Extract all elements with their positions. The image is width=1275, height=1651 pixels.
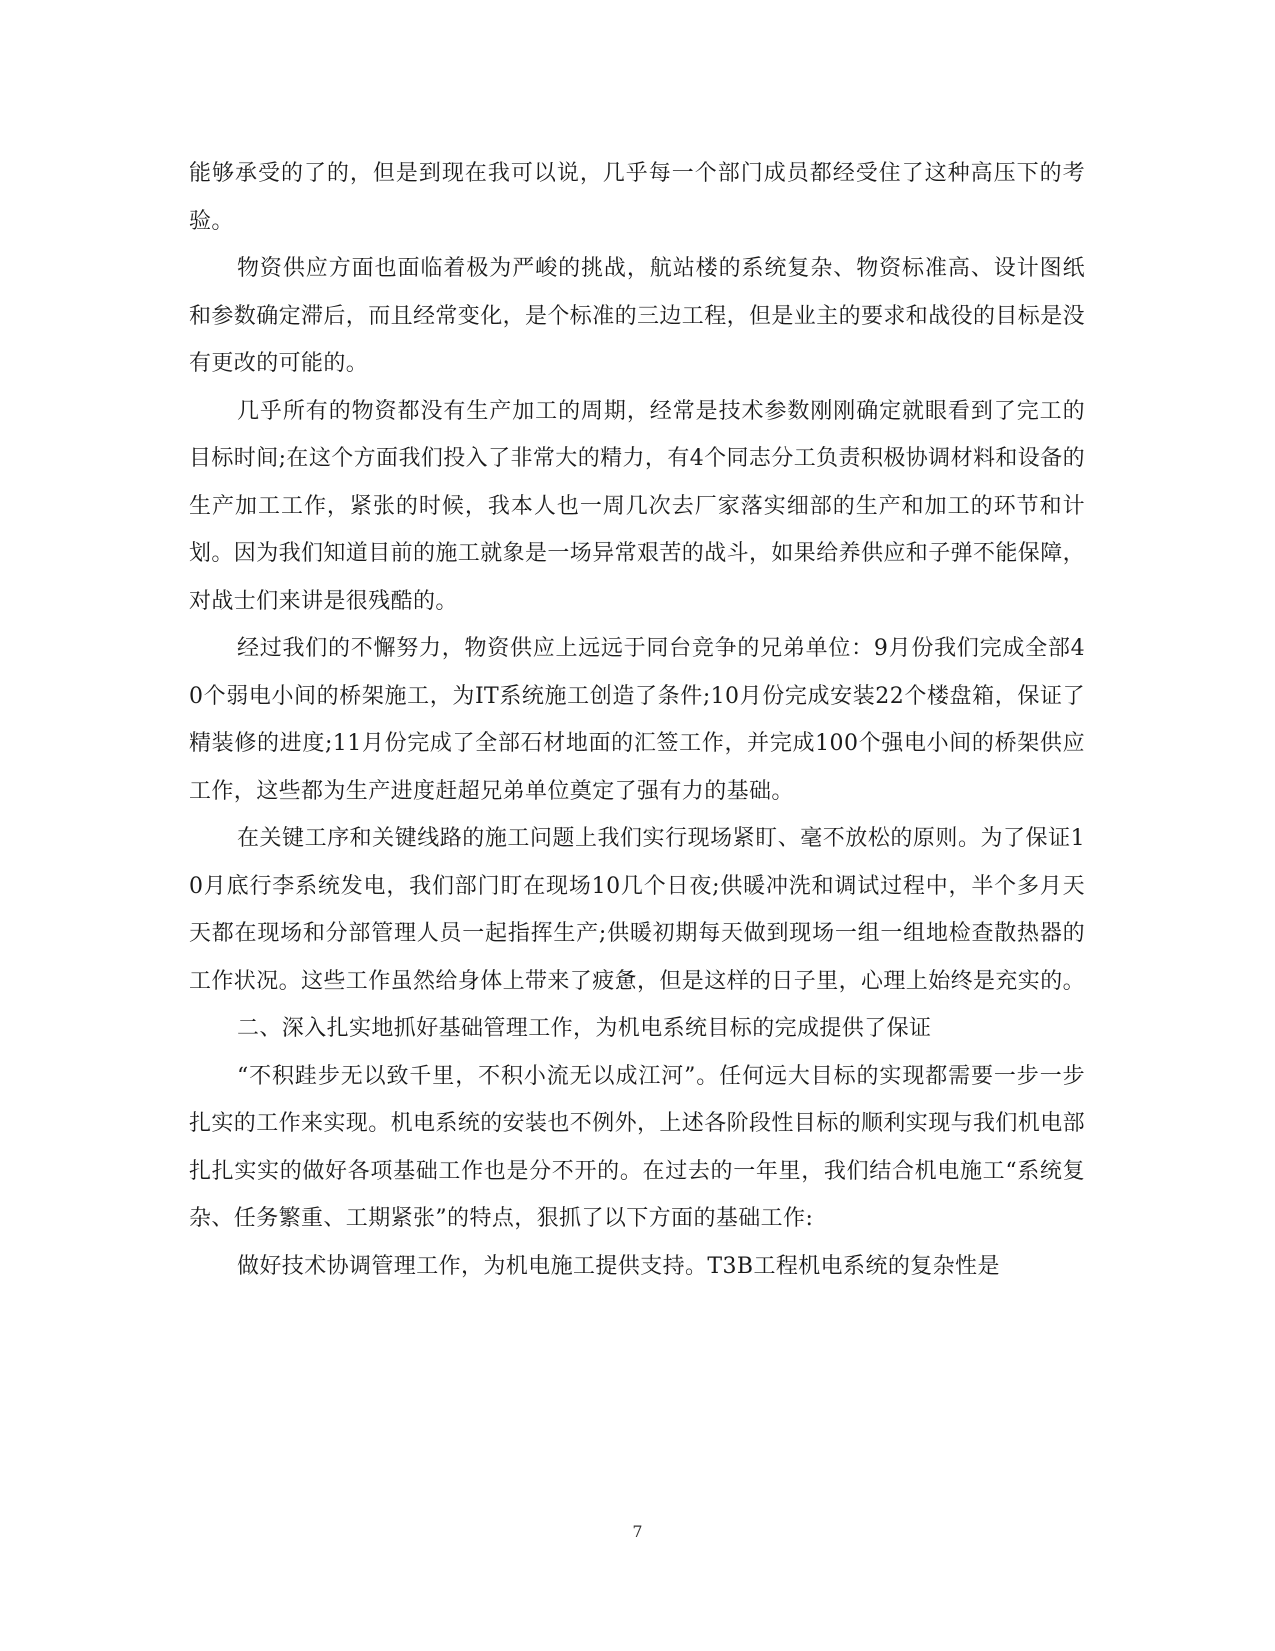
paragraph-2: 物资供应方面也面临着极为严峻的挑战，航站楼的系统复杂、物资标准高、设计图纸和参数确定滞后，而且经常变化，是个标准的三边工程，但是业主的要求和战役的目标是没有更改的可能的。 — [189, 256, 1086, 376]
paragraph-7: 做好技术协调管理工作，为机电施工提供支持。T3B工程机电系统的复杂性是 — [237, 1253, 1000, 1279]
body-text — [189, 150, 1085, 1290]
paragraph-3: 几乎所有的物资都没有生产加工的周期，经常是技术参数刚刚确定就眼看到了完工的目标时间;在这个方面我们投入了非常大的精力，有4个同志分工负责积极协调材料和设备的生产加工工作，紧张的时候，我本人也一周几次去厂家落实细部的生产和加工的环节和计划。因为我们知道目前的施工就象是一场异常艰苦的战斗，如果给养供应和子弹不能保障，对战士们来讲是很残酷的。 — [189, 398, 1086, 614]
paragraph-6: “不积跬步无以致千里，不积小流无以成江河”。任何远大目标的实现都需要一步一步扎实的工作来实现。机电系统的安装也不例外，上述各阶段性目标的顺利实现与我们机电部扎扎实实的做好各项基础工作也是分不开的。在过去的一年里，我们结合机电施工“系统复杂、任务繁重、工期紧张”的特点，狠抓了以下方面的基础工作: — [189, 1063, 1086, 1231]
paragraph-4: 经过我们的不懈努力，物资供应上远远于同台竞争的兄弟单位：9月份我们完成全部40个弱电小间的桥架施工，为IT系统施工创造了条件;10月份完成安装22个楼盘箱，保证了精装修的进度;11月份完成了全部石材地面的汇签工作，并完成100个强电小间的桥架供应工作，这些都为生产进度赶超兄弟单位奠定了强有力的基础。 — [189, 636, 1085, 804]
paragraph-5: 在关键工序和关键线路的施工问题上我们实行现场紧盯、毫不放松的原则。为了保证10月底行李系统发电，我们部门盯在现场10几个日夜;供暖冲洗和调试过程中，半个多月天天都在现场和分部管理人员一起指挥生产;供暖初期每天做到现场一组一组地检查散热器的工作状况。这些工作虽然给身体上带来了疲惫，但是这样的日子里，心理上始终是充实的。 — [189, 826, 1086, 994]
section-heading: 二、深入扎实地抓好基础管理工作，为机电系统目标的完成提供了保证 — [237, 1016, 932, 1041]
page-number: 7 — [632, 1522, 643, 1541]
paragraph-1: 能够承受的了的，但是到现在我可以说，几乎每一个部门成员都经受住了这种高压下的考验。 — [189, 161, 1085, 234]
